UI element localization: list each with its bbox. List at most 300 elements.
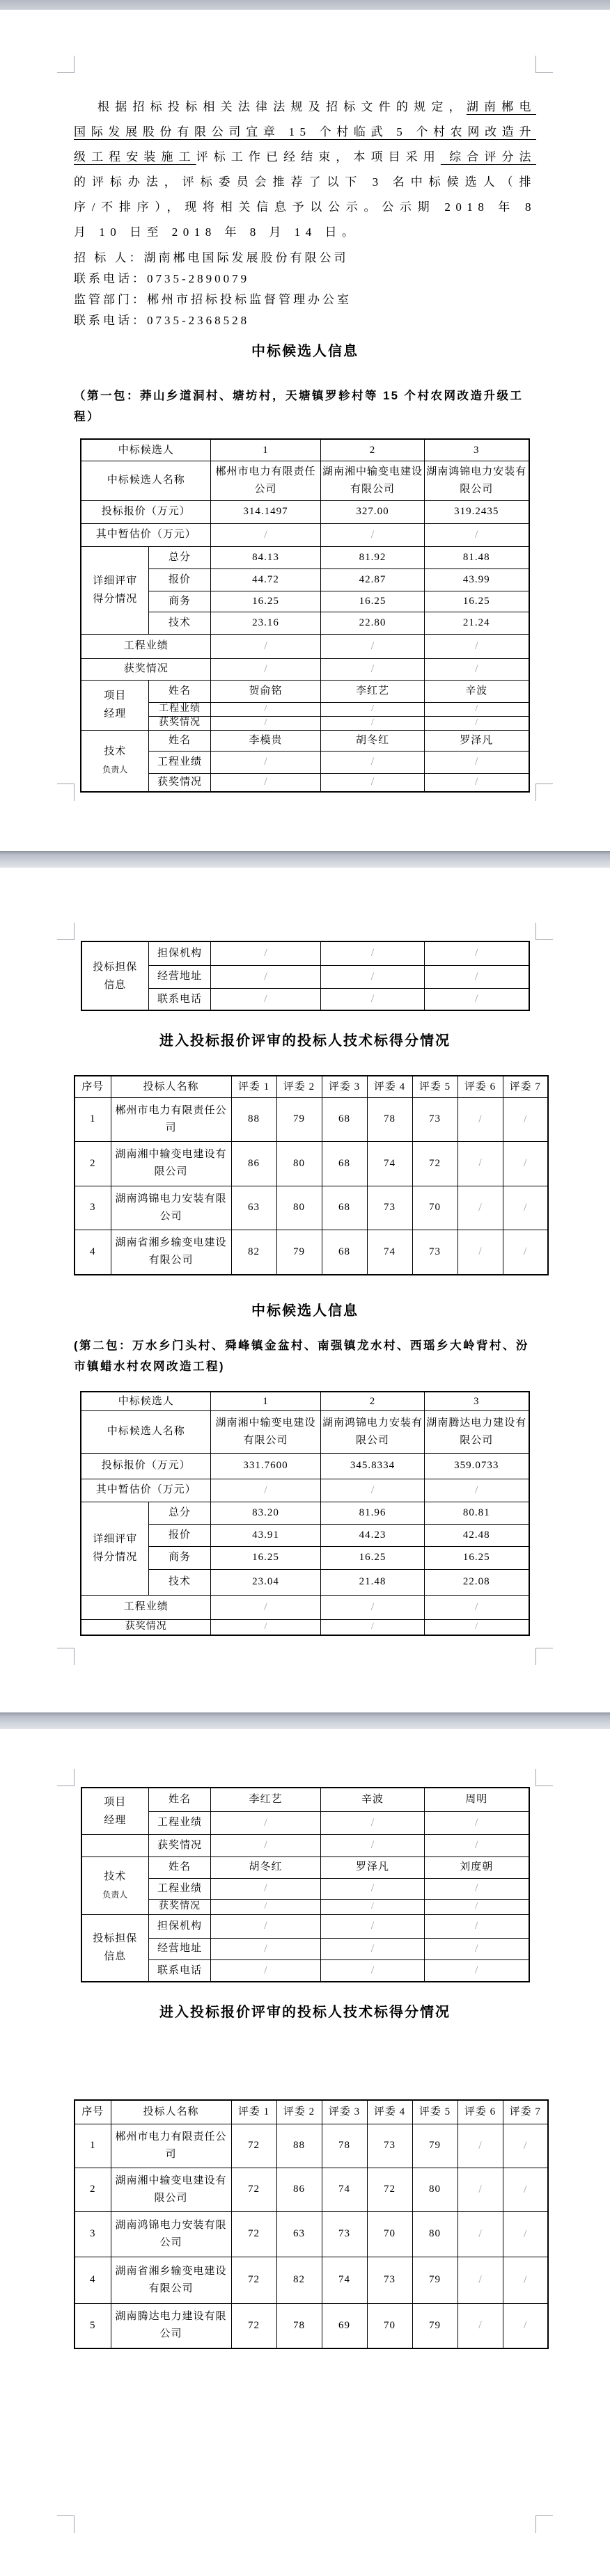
- judge-score: 82: [231, 1230, 276, 1275]
- tenderer-phone-line: 联系电话：0735-2890079: [74, 272, 250, 285]
- total-label: 总分: [148, 546, 210, 569]
- pkg1-commerce-2: 16.25: [321, 591, 425, 612]
- pkg1-guarantee-phone-3: /: [425, 988, 529, 1010]
- pkg2-guarantee-address-3: /: [425, 1938, 529, 1959]
- margin-corner-icon: [57, 1769, 75, 1786]
- score-row: [75, 2168, 548, 2211]
- pkg1-quote-1: 44.72: [211, 569, 321, 591]
- pkg1-estimate-2: /: [321, 523, 425, 546]
- margin-corner-icon: [57, 923, 75, 940]
- pkg2-techlead-performance-3: /: [425, 1878, 529, 1899]
- pkg1-name-1: 郴州市电力有限责任公司: [211, 461, 321, 500]
- row-no: 3: [75, 2211, 111, 2257]
- detail-review-label: [81, 546, 148, 634]
- bid-price-label: 投标报价（万元）: [81, 1453, 210, 1479]
- row-tech-score: [81, 1569, 529, 1595]
- pkg2-guarantee-org-3: /: [425, 1914, 529, 1938]
- judge3-header: 评委 3: [322, 1076, 367, 1097]
- candidate-label: 中标候选人: [81, 439, 210, 461]
- pkg1-pm-name-3: 辛波: [425, 680, 529, 702]
- judge4-header: 评委 4: [367, 1076, 412, 1097]
- judge-score: /: [458, 1097, 503, 1141]
- supervisor-line: 监管部门：郴州市招标投标监督管理办公室: [74, 293, 352, 306]
- pkg2-guarantee-org-2: /: [321, 1914, 425, 1938]
- candidate-no-2: 2: [321, 439, 425, 461]
- pkg1-techlead-name-3: 罗泽凡: [425, 730, 529, 751]
- guarantee-label-line1: 投标担保: [93, 1933, 138, 1945]
- judge-score: 70: [412, 1186, 458, 1230]
- pkg1-award-1: /: [211, 658, 321, 680]
- judge-score: 63: [231, 1186, 276, 1230]
- pkg2-subtitle-line2: 市镇蜡水村农网改造工程): [74, 1360, 225, 1373]
- judge-score: 79: [412, 2124, 458, 2168]
- pkg1-pm-name-1: 贺俞铭: [211, 680, 321, 702]
- row-total-score: [81, 546, 529, 569]
- row-candidate-names: [81, 1410, 529, 1453]
- guarantee-phone-label: 联系电话: [149, 1959, 211, 1982]
- no-header: 序号: [75, 2100, 111, 2124]
- empty-cell: [81, 1834, 149, 1857]
- pkg1-pm-award-3: /: [425, 716, 529, 730]
- score-row: [75, 1186, 548, 1230]
- candidate-no-1: 1: [211, 439, 321, 461]
- row-commerce-score: [81, 591, 529, 612]
- pkg1-tech-1: 23.16: [211, 612, 321, 634]
- bidder-header: 投标人名称: [111, 1076, 231, 1097]
- judge4-header: 评委 4: [367, 2100, 412, 2124]
- judge-score: 88: [276, 2124, 322, 2168]
- pkg2-pm-award-3: /: [425, 1834, 529, 1857]
- row-quote-score: [81, 569, 529, 591]
- bidder-name: 湖南湘中输变电建设有限公司: [111, 1141, 231, 1186]
- score-row: [75, 2211, 548, 2257]
- pkg2-total-2: 81.96: [321, 1502, 425, 1524]
- pkg2-quote-2: 44.23: [321, 1524, 425, 1546]
- pkg2-guarantee-org-1: /: [211, 1914, 321, 1938]
- techlead-award-label: 获奖情况: [149, 1899, 211, 1914]
- pm-label-line2: 经理: [104, 708, 127, 719]
- judge1-header: 评委 1: [231, 1076, 276, 1097]
- pkg2-estimate-1: /: [211, 1479, 321, 1502]
- bid-guarantee-label: [81, 941, 149, 1010]
- row-no: 2: [75, 1141, 111, 1186]
- pm-label-line1: 项目: [104, 690, 127, 701]
- judge-score: 63: [276, 2211, 322, 2257]
- bidder-name: 湖南省湘乡输变电建设有限公司: [111, 2257, 231, 2303]
- judge6-header: 评委 6: [458, 2100, 503, 2124]
- estimate-label: 其中暂估价（万元）: [81, 523, 210, 546]
- row-techlead-name: [81, 1857, 529, 1878]
- pkg1-pm-award-2: /: [321, 716, 425, 730]
- pkg2-award-3: /: [425, 1619, 529, 1635]
- pkg1-guarantee-address-1: /: [211, 965, 321, 988]
- pkg1-techlead-award-3: /: [425, 773, 529, 792]
- judge-score: 72: [231, 2257, 276, 2303]
- supervisor-phone-line: 联系电话：0735-2368528: [74, 314, 250, 327]
- pkg2-performance-2: /: [321, 1595, 425, 1619]
- candidate-no-1: 1: [211, 1392, 321, 1410]
- judge-score: 73: [322, 2211, 367, 2257]
- pkg2-award-1: /: [211, 1619, 321, 1635]
- detail-review-label-line1: 详细评审: [93, 575, 138, 587]
- tech-leader-label-line2: 负责人: [102, 1889, 128, 1900]
- pkg1-name-3: 湖南鸿锦电力安装有限公司: [425, 461, 529, 500]
- judge-score: /: [458, 2257, 503, 2303]
- page-3: [0, 1729, 610, 2576]
- detail-review-label-line2: 得分情况: [93, 1552, 138, 1563]
- pkg1-candidate-table: [80, 438, 529, 793]
- row-candidate-no: [81, 439, 529, 461]
- pkg1-pm-name-2: 李红艺: [321, 680, 425, 702]
- judge-score: 80: [276, 1186, 322, 1230]
- row-no: 4: [75, 1230, 111, 1275]
- judge-score: /: [458, 2211, 503, 2257]
- para-segment: 根据招标投标相关法律法规及招标文件的规定，: [97, 100, 467, 113]
- judge-score: 73: [412, 1230, 458, 1275]
- judge-score: /: [503, 2168, 548, 2211]
- judge-score: 74: [322, 2257, 367, 2303]
- para-segment: 评标工作已经结束，本项目采用: [196, 150, 441, 164]
- judge-score: 74: [367, 1230, 412, 1275]
- row-guarantee-phone: [81, 1959, 529, 1982]
- pkg1-tech-2: 22.80: [321, 612, 425, 634]
- bid-guarantee-label: [81, 1914, 149, 1982]
- pkg1-guarantee-phone-1: /: [211, 988, 321, 1010]
- tech-leader-label-line2: 负责人: [102, 765, 128, 775]
- judge-score: 86: [276, 2168, 322, 2211]
- commerce-label: 商务: [148, 591, 210, 612]
- pkg1-pm-award-1: /: [211, 716, 321, 730]
- row-techlead-award: [81, 773, 529, 792]
- tech-leader-label: [81, 1857, 149, 1914]
- judge-score: 72: [231, 2168, 276, 2211]
- judge-score: 79: [276, 1230, 322, 1275]
- pm-label-line2: 经理: [104, 1814, 127, 1826]
- row-candidate-names: [81, 461, 529, 500]
- row-candidate-no: [81, 1392, 529, 1410]
- pkg2-tech-3: 22.08: [425, 1569, 529, 1595]
- judge-score: /: [458, 1186, 503, 1230]
- pkg1-price-2: 327.00: [321, 500, 425, 523]
- pm-performance-label: 工程业绩: [149, 1811, 211, 1834]
- pkg2-techlead-award-1: /: [211, 1899, 321, 1914]
- pkg2-award-2: /: [321, 1619, 425, 1635]
- guarantee-address-label: 经营地址: [149, 965, 211, 988]
- pkg2-tech-1: 23.04: [211, 1569, 321, 1595]
- pkg1-pm-performance-3: /: [425, 702, 529, 716]
- pkg1-total-2: 81.92: [321, 546, 425, 569]
- tech-leader-label-line1: 技术: [104, 746, 127, 758]
- row-award: [81, 658, 529, 680]
- judge7-header: 评委 7: [503, 2100, 548, 2124]
- margin-corner-icon: [535, 56, 553, 73]
- pkg1-pm-performance-1: /: [211, 702, 321, 716]
- margin-corner-icon: [57, 1648, 75, 1665]
- pkg1-commerce-1: 16.25: [211, 591, 321, 612]
- judge-score: 70: [367, 2303, 412, 2348]
- bidder-name: 湖南省湘乡输变电建设有限公司: [111, 1230, 231, 1275]
- pkg2-techlead-name-3: 刘度朝: [425, 1857, 529, 1878]
- margin-corner-icon: [535, 784, 553, 801]
- project-manager-label: [81, 1788, 149, 1834]
- pkg2-price-1: 331.7600: [211, 1453, 321, 1479]
- pkg2-guarantee-address-2: /: [321, 1938, 425, 1959]
- judge-score: 68: [322, 1230, 367, 1275]
- pkg2-commerce-3: 16.25: [425, 1546, 529, 1569]
- pkg2-estimate-3: /: [425, 1479, 529, 1502]
- judge-score: 72: [231, 2124, 276, 2168]
- judge-score: 73: [367, 2124, 412, 2168]
- detail-review-label-line1: 详细评审: [93, 1534, 138, 1545]
- row-pm-performance: [81, 1811, 529, 1834]
- pkg1-guarantee-org-2: /: [321, 941, 425, 965]
- pkg2-subtitle: [74, 1335, 536, 1377]
- row-no: 2: [75, 2168, 111, 2211]
- page-1: [0, 10, 610, 851]
- judge-score: 72: [412, 1141, 458, 1186]
- pkg1-price-1: 314.1497: [211, 500, 321, 523]
- award-label: 获奖情况: [81, 1619, 210, 1635]
- judge2-header: 评委 2: [276, 1076, 322, 1097]
- pkg1-subtitle: （第一包：莽山乡道洞村、塘坊村，天塘镇罗轸村等 15 个村农网改造升级工程）: [74, 390, 524, 423]
- judge-score: 79: [412, 2303, 458, 2348]
- candidate-label: 中标候选人: [81, 1392, 210, 1410]
- pkg2-personnel-table: [81, 1787, 530, 1982]
- judge-score: /: [458, 1230, 503, 1275]
- judge-score: 73: [367, 2257, 412, 2303]
- pkg1-guarantee-org-3: /: [425, 941, 529, 965]
- pkg1-techlead-name-1: 李模贵: [211, 730, 321, 751]
- row-bid-price: [81, 500, 529, 523]
- pkg1-guarantee-address-2: /: [321, 965, 425, 988]
- name-label: 姓名: [148, 730, 210, 751]
- bidder-name: 郴州市电力有限责任公司: [111, 2124, 231, 2168]
- pkg2-pm-name-3: 周明: [425, 1788, 529, 1811]
- pkg2-commerce-1: 16.25: [211, 1546, 321, 1569]
- pkg1-guarantee-org-1: /: [211, 941, 321, 965]
- guarantee-phone-label: 联系电话: [149, 988, 211, 1010]
- guarantee-label-line1: 投标担保: [93, 961, 138, 973]
- pkg2-guarantee-phone-3: /: [425, 1959, 529, 1982]
- guarantee-label-line2: 信息: [104, 979, 127, 991]
- viewport-top-strip: [0, 0, 610, 10]
- tech-leader-label: [81, 730, 148, 792]
- judge5-header: 评委 5: [412, 1076, 458, 1097]
- pkg2-name-3: 湖南腾达电力建设有限公司: [425, 1410, 529, 1453]
- row-guarantee-org: [81, 1914, 529, 1938]
- techlead-award-label: 获奖情况: [148, 773, 210, 792]
- judge-score: 79: [412, 2257, 458, 2303]
- name-label: 姓名: [149, 1857, 211, 1878]
- guarantee-org-label: 担保机构: [149, 941, 211, 965]
- row-guarantee-org: [81, 941, 529, 965]
- pm-label-line1: 项目: [104, 1796, 127, 1808]
- pkg1-techlead-performance-3: /: [425, 751, 529, 773]
- pm-performance-label: 工程业绩: [148, 702, 210, 716]
- commerce-label: 商务: [148, 1546, 210, 1569]
- judge-score: 80: [412, 2211, 458, 2257]
- candidate-name-label: 中标候选人名称: [81, 1410, 210, 1453]
- judge-score: 82: [276, 2257, 322, 2303]
- pkg2-quote-1: 43.91: [211, 1524, 321, 1546]
- estimate-label: 其中暂估价（万元）: [81, 1479, 210, 1502]
- row-techlead-name: [81, 730, 529, 751]
- quote-label: 报价: [148, 1524, 210, 1546]
- bidder-name: 湖南腾达电力建设有限公司: [111, 2303, 231, 2348]
- pkg1-total-1: 84.13: [211, 546, 321, 569]
- pkg2-techlead-name-1: 胡冬红: [211, 1857, 321, 1878]
- row-no: 1: [75, 2124, 111, 2168]
- score-row: [75, 2257, 548, 2303]
- bidder-name: 湖南鸿锦电力安装有限公司: [111, 1186, 231, 1230]
- pkg1-estimate-3: /: [425, 523, 529, 546]
- pkg2-estimate-2: /: [321, 1479, 425, 1502]
- row-tech-score: [81, 612, 529, 634]
- project-manager-label: [81, 680, 148, 730]
- pkg1-award-2: /: [321, 658, 425, 680]
- pkg2-pm-award-1: /: [211, 1834, 321, 1857]
- candidate-no-3: 3: [425, 439, 529, 461]
- pkg1-performance-2: /: [321, 634, 425, 658]
- page-2: [0, 868, 610, 1712]
- tech-score-heading: 进入投标报价评审的投标人技术标得分情况: [159, 2005, 451, 2020]
- row-pm-name: [81, 1788, 529, 1811]
- performance-label: 工程业绩: [81, 1595, 210, 1619]
- judge-score: 72: [231, 2303, 276, 2348]
- pkg1-quote-2: 42.87: [321, 569, 425, 591]
- judge-score: /: [458, 2168, 503, 2211]
- quote-label: 报价: [148, 569, 210, 591]
- row-pm-award: [81, 716, 529, 730]
- tech-label: 技术: [148, 1569, 210, 1595]
- judge-score: 74: [367, 1141, 412, 1186]
- row-techlead-award: [81, 1899, 529, 1914]
- judge-score: 79: [276, 1097, 322, 1141]
- pkg1-commerce-3: 16.25: [425, 591, 529, 612]
- row-pm-performance: [81, 702, 529, 716]
- pkg1-performance-1: /: [211, 634, 321, 658]
- margin-corner-icon: [57, 56, 75, 73]
- guarantee-address-label: 经营地址: [149, 1938, 211, 1959]
- name-label: 姓名: [148, 680, 210, 702]
- pkg2-pm-name-1: 李红艺: [211, 1788, 321, 1811]
- tenderer-line: 招 标 人：湖南郴电国际发展股份有限公司: [74, 251, 349, 264]
- margin-corner-icon: [535, 923, 553, 940]
- award-label: 获奖情况: [81, 658, 210, 680]
- pkg2-name-1: 湖南湘中输变电建设有限公司: [211, 1410, 321, 1453]
- row-pm-name: [81, 680, 529, 702]
- guarantee-org-label: 担保机构: [149, 1914, 211, 1938]
- row-performance: [81, 1595, 529, 1619]
- judge-score: 80: [276, 1141, 322, 1186]
- row-bid-price: [81, 1453, 529, 1479]
- row-no: 4: [75, 2257, 111, 2303]
- pkg2-tech-score-table: [74, 2099, 549, 2349]
- contact-block: [74, 248, 536, 331]
- judge-score: /: [503, 2303, 548, 2348]
- row-guarantee-address: [81, 1938, 529, 1959]
- tech-score-heading: 进入投标报价评审的投标人技术标得分情况: [159, 1033, 451, 1049]
- pkg2-pm-name-2: 辛波: [321, 1788, 425, 1811]
- judge7-header: 评委 7: [503, 1076, 548, 1097]
- pkg1-guarantee-address-3: /: [425, 965, 529, 988]
- judge-score: 86: [231, 1141, 276, 1186]
- judge-score: 73: [412, 1097, 458, 1141]
- judge-score: 69: [322, 2303, 367, 2348]
- row-no: 1: [75, 1097, 111, 1141]
- pkg2-pm-performance-2: /: [321, 1811, 425, 1834]
- score-row: [75, 1230, 548, 1275]
- pkg1-total-3: 81.48: [425, 546, 529, 569]
- pkg2-pm-performance-3: /: [425, 1811, 529, 1834]
- judge3-header: 评委 3: [322, 2100, 367, 2124]
- para-segment: 的评标办法，评标委员会推荐了以下 3 名中标候选人（排序/不排序），现将相关信息予以公示。公示期 2018 年 8 月 10 日至 2018 年 8 月 14 日。: [74, 175, 536, 239]
- candidates-heading: 中标候选人信息: [251, 344, 359, 359]
- bidder-name: 郴州市电力有限责任公司: [111, 1097, 231, 1141]
- pkg2-total-1: 83.20: [211, 1502, 321, 1524]
- pkg2-total-3: 80.81: [425, 1502, 529, 1524]
- pkg2-price-2: 345.8334: [321, 1453, 425, 1479]
- pkg2-techlead-award-2: /: [321, 1899, 425, 1914]
- row-performance: [81, 634, 529, 658]
- row-award: [81, 1619, 529, 1635]
- judge-score: /: [503, 2211, 548, 2257]
- judge-score: /: [503, 1230, 548, 1275]
- techlead-performance-label: 工程业绩: [148, 751, 210, 773]
- guarantee-label-line2: 信息: [104, 1951, 127, 1963]
- judge-score: /: [503, 2124, 548, 2168]
- row-techlead-performance: [81, 1878, 529, 1899]
- row-estimate: [81, 523, 529, 546]
- pkg1-guarantee-table: [81, 941, 530, 1011]
- pkg1-performance-3: /: [425, 634, 529, 658]
- pkg1-price-3: 319.2435: [425, 500, 529, 523]
- margin-corner-icon: [57, 2515, 75, 2533]
- judge-score: /: [503, 1097, 548, 1141]
- pkg1-techlead-performance-1: /: [211, 751, 321, 773]
- judge-score: 72: [367, 2168, 412, 2211]
- page-break: [0, 1712, 610, 1729]
- pkg1-tech-score-table: [74, 1075, 549, 1275]
- performance-label: 工程业绩: [81, 634, 210, 658]
- pkg2-pm-award-2: /: [321, 1834, 425, 1857]
- margin-corner-icon: [535, 1648, 553, 1665]
- bidder-name: 湖南湘中输变电建设有限公司: [111, 2168, 231, 2211]
- pkg1-techlead-name-2: 胡冬红: [321, 730, 425, 751]
- row-guarantee-phone: [81, 988, 529, 1010]
- judge-score: 68: [322, 1097, 367, 1141]
- pkg1-techlead-award-1: /: [211, 773, 321, 792]
- pkg1-pm-performance-2: /: [321, 702, 425, 716]
- pkg2-guarantee-phone-1: /: [211, 1959, 321, 1982]
- row-no: 5: [75, 2303, 111, 2348]
- score-table-header: [75, 1076, 548, 1097]
- judge-score: 73: [367, 1186, 412, 1230]
- pkg2-techlead-performance-1: /: [211, 1878, 321, 1899]
- pkg2-performance-1: /: [211, 1595, 321, 1619]
- candidate-no-3: 3: [425, 1392, 529, 1410]
- pkg2-techlead-name-2: 罗泽凡: [321, 1857, 425, 1878]
- judge-score: /: [503, 2257, 548, 2303]
- total-label: 总分: [148, 1502, 210, 1524]
- tech-leader-label-line1: 技术: [104, 1870, 127, 1882]
- judge-score: 74: [322, 2168, 367, 2211]
- detail-review-label-line2: 得分情况: [93, 594, 138, 605]
- judge1-header: 评委 1: [231, 2100, 276, 2124]
- pkg1-estimate-1: /: [211, 523, 321, 546]
- judge-score: 68: [322, 1186, 367, 1230]
- judge-score: 68: [322, 1141, 367, 1186]
